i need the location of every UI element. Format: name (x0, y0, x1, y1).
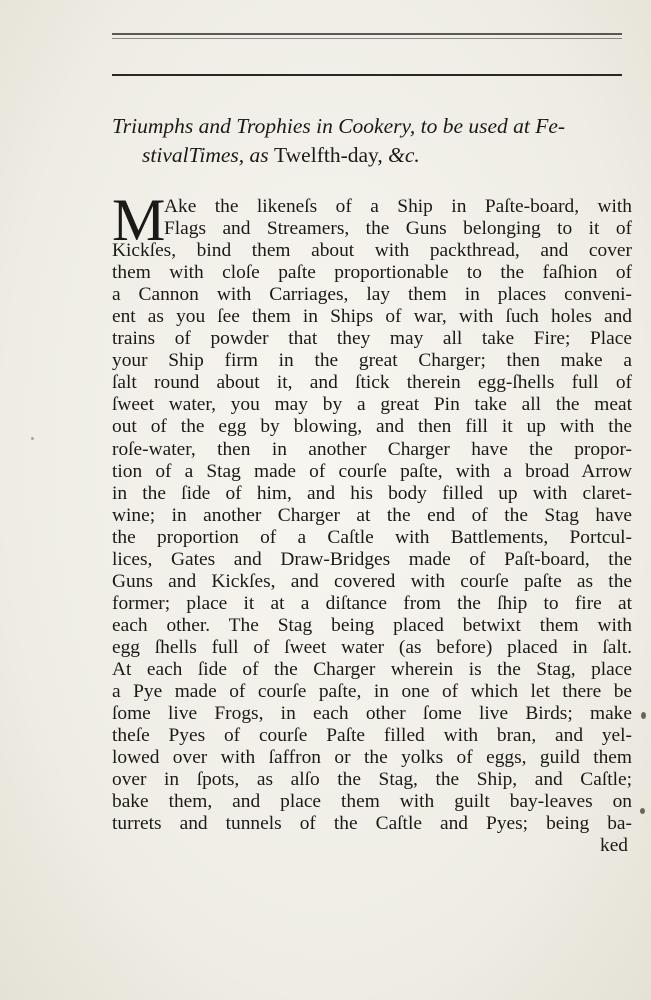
margin-blemish (640, 808, 645, 814)
drop-cap: M (112, 187, 166, 253)
margin-blemish (641, 712, 646, 719)
text-line: the proportion of a Caſtle with Battlements, Portcul- (112, 526, 632, 548)
header-rule (112, 33, 622, 35)
text-line: turrets and tunnels of the Caſtle and Pyes; being ba- (112, 813, 632, 835)
section-rule (112, 74, 622, 76)
text-line: egg ſhells full of ſweet water (as before) placed in ſalt. (112, 636, 632, 658)
text-line: lices, Gates and Draw-Bridges made of Paſt-board, the (112, 548, 632, 570)
text-line: ſome live Frogs, in each other ſome live Birds; make (112, 703, 632, 725)
text-line: a Pye made of courſe paſte, in one of which let there be (112, 681, 632, 703)
text-line: At each ſide of the Charger wherein is the Stag, place (112, 658, 632, 680)
text-line: them with cloſe paſte proportionable to the faſhion of (112, 262, 632, 284)
section-title (112, 112, 627, 170)
text-line: Kickſes, bind them about with packthread, and cover (112, 240, 632, 262)
text-line: a Cannon with Carriages, lay them in places conveni- (112, 284, 632, 306)
text-line: theſe Pyes of courſe Paſte filled with bran, and yel- (112, 725, 632, 747)
text-line: Flags and Streamers, the Guns belonging to it of (164, 218, 632, 240)
title-twelfth-day: Twelfth-day, (274, 143, 389, 167)
text-line: each other. The Stag being placed betwixt them with (112, 614, 632, 636)
text-line: roſe-water, then in another Charger have the propor- (112, 438, 632, 460)
text-line: wine; in another Charger at the end of the Stag have (112, 504, 632, 526)
title-etc: &c. (388, 143, 420, 167)
text-line: Guns and Kickſes, and covered with courſe paſte as the (112, 570, 632, 592)
title-line-1: Triumphs and Trophies in Cookery, to be used at Fe- (112, 114, 566, 138)
header-rule-thin (112, 38, 622, 39)
text-line: in the ſide of him, and his body filled up with claret- (112, 482, 632, 504)
text-line: former; place it at a diſtance from the ſhip to fire at (112, 592, 632, 614)
text-line: bake them, and place them with guilt bay-leaves on (112, 791, 632, 813)
text-line: ſalt round about it, and ſtick therein egg-ſhells full of (112, 372, 632, 394)
text-line: Ake the likeneſs of a Ship in Paſte-board, with (164, 196, 632, 217)
text-line: your Ship firm in the great Charger; then make a (112, 350, 632, 372)
text-line: trains of powder that they may all take Fire; Place (112, 328, 632, 350)
catchword: ked (600, 835, 628, 857)
text-line: ſweet water, you may by a great Pin take all the meat (112, 394, 632, 416)
text-line: out of the egg by blowing, and then fill it up with the (112, 416, 632, 438)
text-line: ent as you ſee them in Ships of war, with ſuch holes and (112, 306, 632, 328)
text-line: over in ſpots, as alſo the Stag, the Ship, and Caſtle; (112, 769, 632, 791)
text-line: lowed over with ſaffron or the yolks of eggs, guild them (112, 747, 632, 769)
recipe-text (112, 187, 632, 857)
margin-blemish (31, 437, 34, 440)
text-line: tion of a Stag made of courſe paſte, with a broad Arrow (112, 460, 632, 482)
title-line-2: stivalTimes, as Twelfth-day, &c. (142, 143, 420, 167)
